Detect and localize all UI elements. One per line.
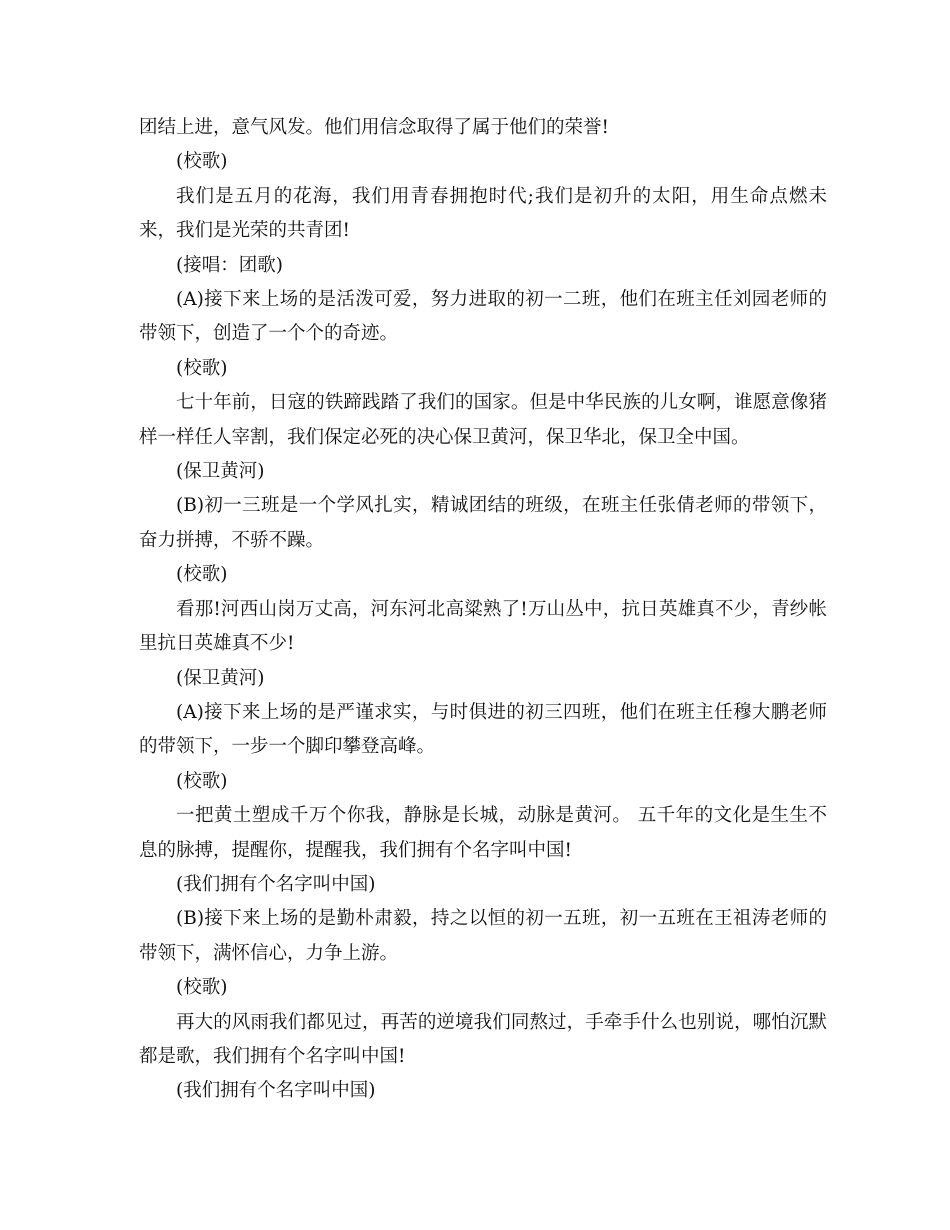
paragraph-20: (我们拥有个名字叫中国)	[176, 1080, 376, 1102]
paragraph-6: (校歌)	[176, 357, 228, 379]
paragraph-5: (A)接下来上场的是活泼可爱，努力进取的初一二班，他们在班主任刘园老师的带领下，创造了一个个的奇迹。	[139, 289, 827, 345]
paragraph-8: (保卫黄河)	[176, 461, 265, 483]
paragraph-15: 一把黄土塑成千万个你我，静脉是长城，动脉是黄河。 五千年的文化是生生不息的脉搏，提醒你，提醒我，我们拥有个名字叫中国!	[139, 805, 827, 861]
paragraph-3: 我们是五月的花海，我们用青春拥抱时代;我们是初升的太阳，用生命点燃未来，我们是光荣的共青团!	[139, 185, 827, 242]
paragraph-17: (B)接下来上场的是勤朴肃毅，持之以恒的初一五班，初一五班在王祖涛老师的带领下，满怀信心，力争上游。	[139, 908, 827, 964]
paragraph-10: (校歌)	[176, 564, 228, 586]
paragraph-9: (B)初一三班是一个学风扎实，精诚团结的班级，在班主任张倩老师的带领下，奋力拼搏，不骄不躁。	[139, 495, 827, 551]
paragraph-19: 再大的风雨我们都见过，再苦的逆境我们同熬过，手牵手什么也别说，哪怕沉默都是歌，我们拥有个名字叫中国!	[139, 1011, 827, 1067]
paragraph-12: (保卫黄河)	[176, 667, 265, 689]
paragraph-18: (校歌)	[176, 977, 228, 999]
paragraph-2: (校歌)	[176, 151, 228, 173]
paragraph-11: 看那!河西山岗万丈高，河东河北高粱熟了!万山丛中，抗日英雄真不少，青纱帐里抗日英雄真不少!	[139, 598, 827, 655]
paragraph-4: (接唱：团歌)	[176, 254, 283, 276]
paragraph-14: (校歌)	[176, 770, 228, 792]
paragraph-7: 七十年前，日寇的铁蹄践踏了我们的国家。但是中华民族的儿女啊，谁愿意像猪样一样任人宰割，我们保定必死的决心保卫黄河，保卫华北，保卫全中国。	[139, 392, 827, 448]
document-body	[139, 111, 827, 1109]
paragraph-1: 团结上进，意气风发。他们用信念取得了属于他们的荣誉!	[139, 117, 609, 138]
paragraph-13: (A)接下来上场的是严谨求实，与时俱进的初三四班，他们在班主任穆大鹏老师的带领下，一步一个脚印攀登高峰。	[139, 701, 827, 758]
paragraph-16: (我们拥有个名字叫中国)	[176, 873, 376, 895]
